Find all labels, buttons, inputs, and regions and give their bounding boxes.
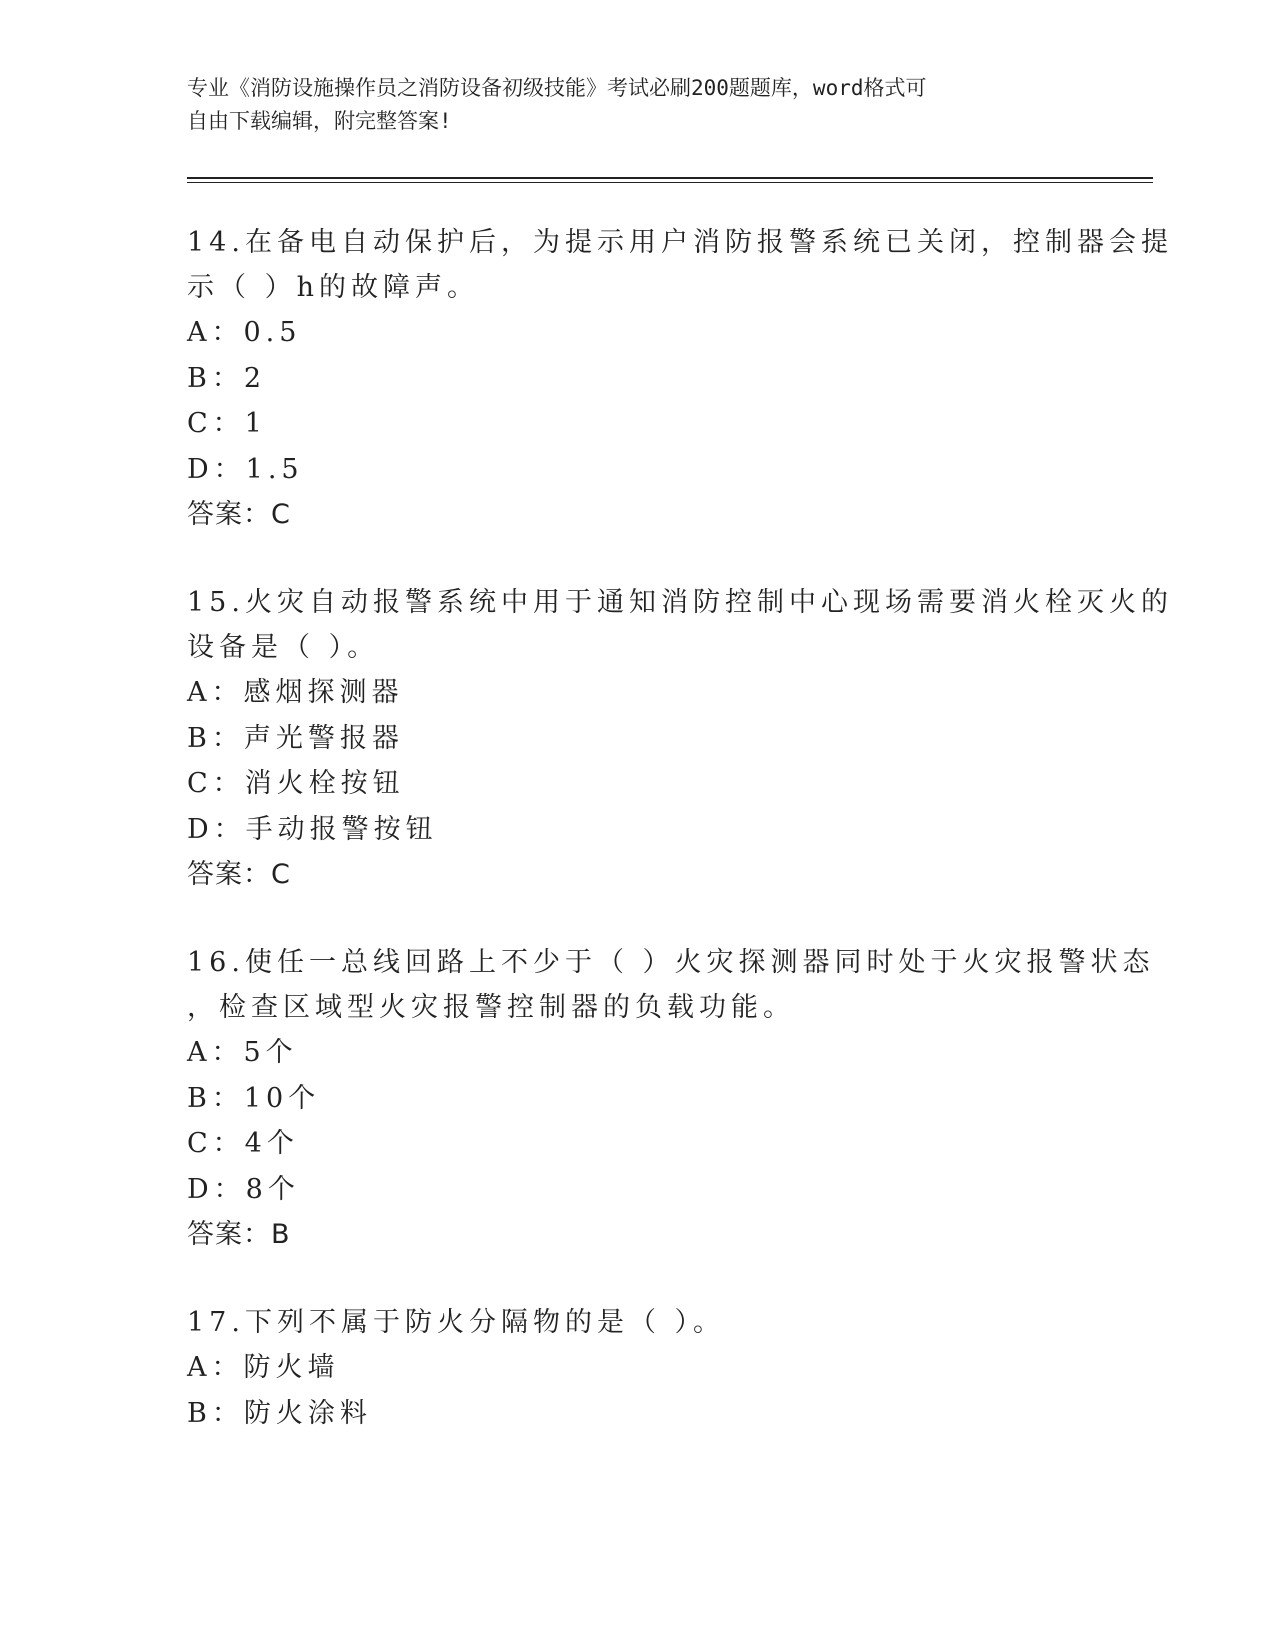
header-line-1: 专业《消防设施操作员之消防设备初级技能》考试必刷200题题库，word格式可 — [187, 76, 927, 100]
question-14 — [187, 220, 1173, 538]
question-stem — [187, 1300, 1087, 1345]
question-stem-line-1: 16.使任一总线回路上不少于（ ）火灾探测器同时处于火灾报警状态 — [187, 947, 1155, 978]
option-d: D：手动报警按钮 — [187, 813, 438, 845]
header-divider-thin — [187, 182, 1153, 183]
option-c: C：1 — [187, 408, 267, 439]
question-stem — [187, 220, 1173, 310]
question-stem-line-1: 14.在备电自动保护后，为提示用户消防报警系统已关闭，控制器会提 — [187, 227, 1173, 258]
question-stem-line-1: 15.火灾自动报警系统中用于通知消防控制中心现场需要消火栓灭火的 — [187, 587, 1173, 618]
option-b: B：2 — [187, 362, 267, 394]
question-stem-line-2: 设备是（ ）。 — [187, 632, 380, 663]
document-header — [187, 72, 1087, 138]
question-stem-line-2: ，检查区域型火灾报警控制器的负载功能。 — [187, 992, 795, 1023]
header-line-2: 自由下载编辑，附完整答案! — [187, 109, 452, 133]
question-stem-line-1: 17.下列不属于防火分隔物的是（ ）。 — [187, 1307, 726, 1338]
option-a: A：防火墙 — [187, 1352, 340, 1383]
option-a: A：感烟探测器 — [187, 677, 404, 708]
option-d: D：8个 — [187, 1173, 300, 1205]
option-a: A：0.5 — [187, 317, 302, 348]
question-16 — [187, 940, 1155, 1258]
answer: 答案：B — [187, 1219, 291, 1250]
header-divider-thick — [187, 177, 1153, 179]
answer: 答案：C — [187, 499, 291, 530]
option-c: C：消火栓按钮 — [187, 768, 405, 799]
option-b: B：声光警报器 — [187, 722, 404, 754]
question-stem-line-2: 示（ ）h的故障声。 — [187, 272, 479, 303]
answer: 答案：C — [187, 859, 291, 890]
question-17 — [187, 1300, 1087, 1436]
option-a: A：5个 — [187, 1037, 298, 1068]
option-b: B：防火涂料 — [187, 1397, 372, 1429]
question-stem — [187, 580, 1173, 670]
question-15 — [187, 580, 1173, 898]
question-stem — [187, 940, 1155, 1030]
option-b: B：10个 — [187, 1082, 321, 1114]
option-d: D：1.5 — [187, 453, 304, 485]
option-c: C：4个 — [187, 1128, 299, 1159]
